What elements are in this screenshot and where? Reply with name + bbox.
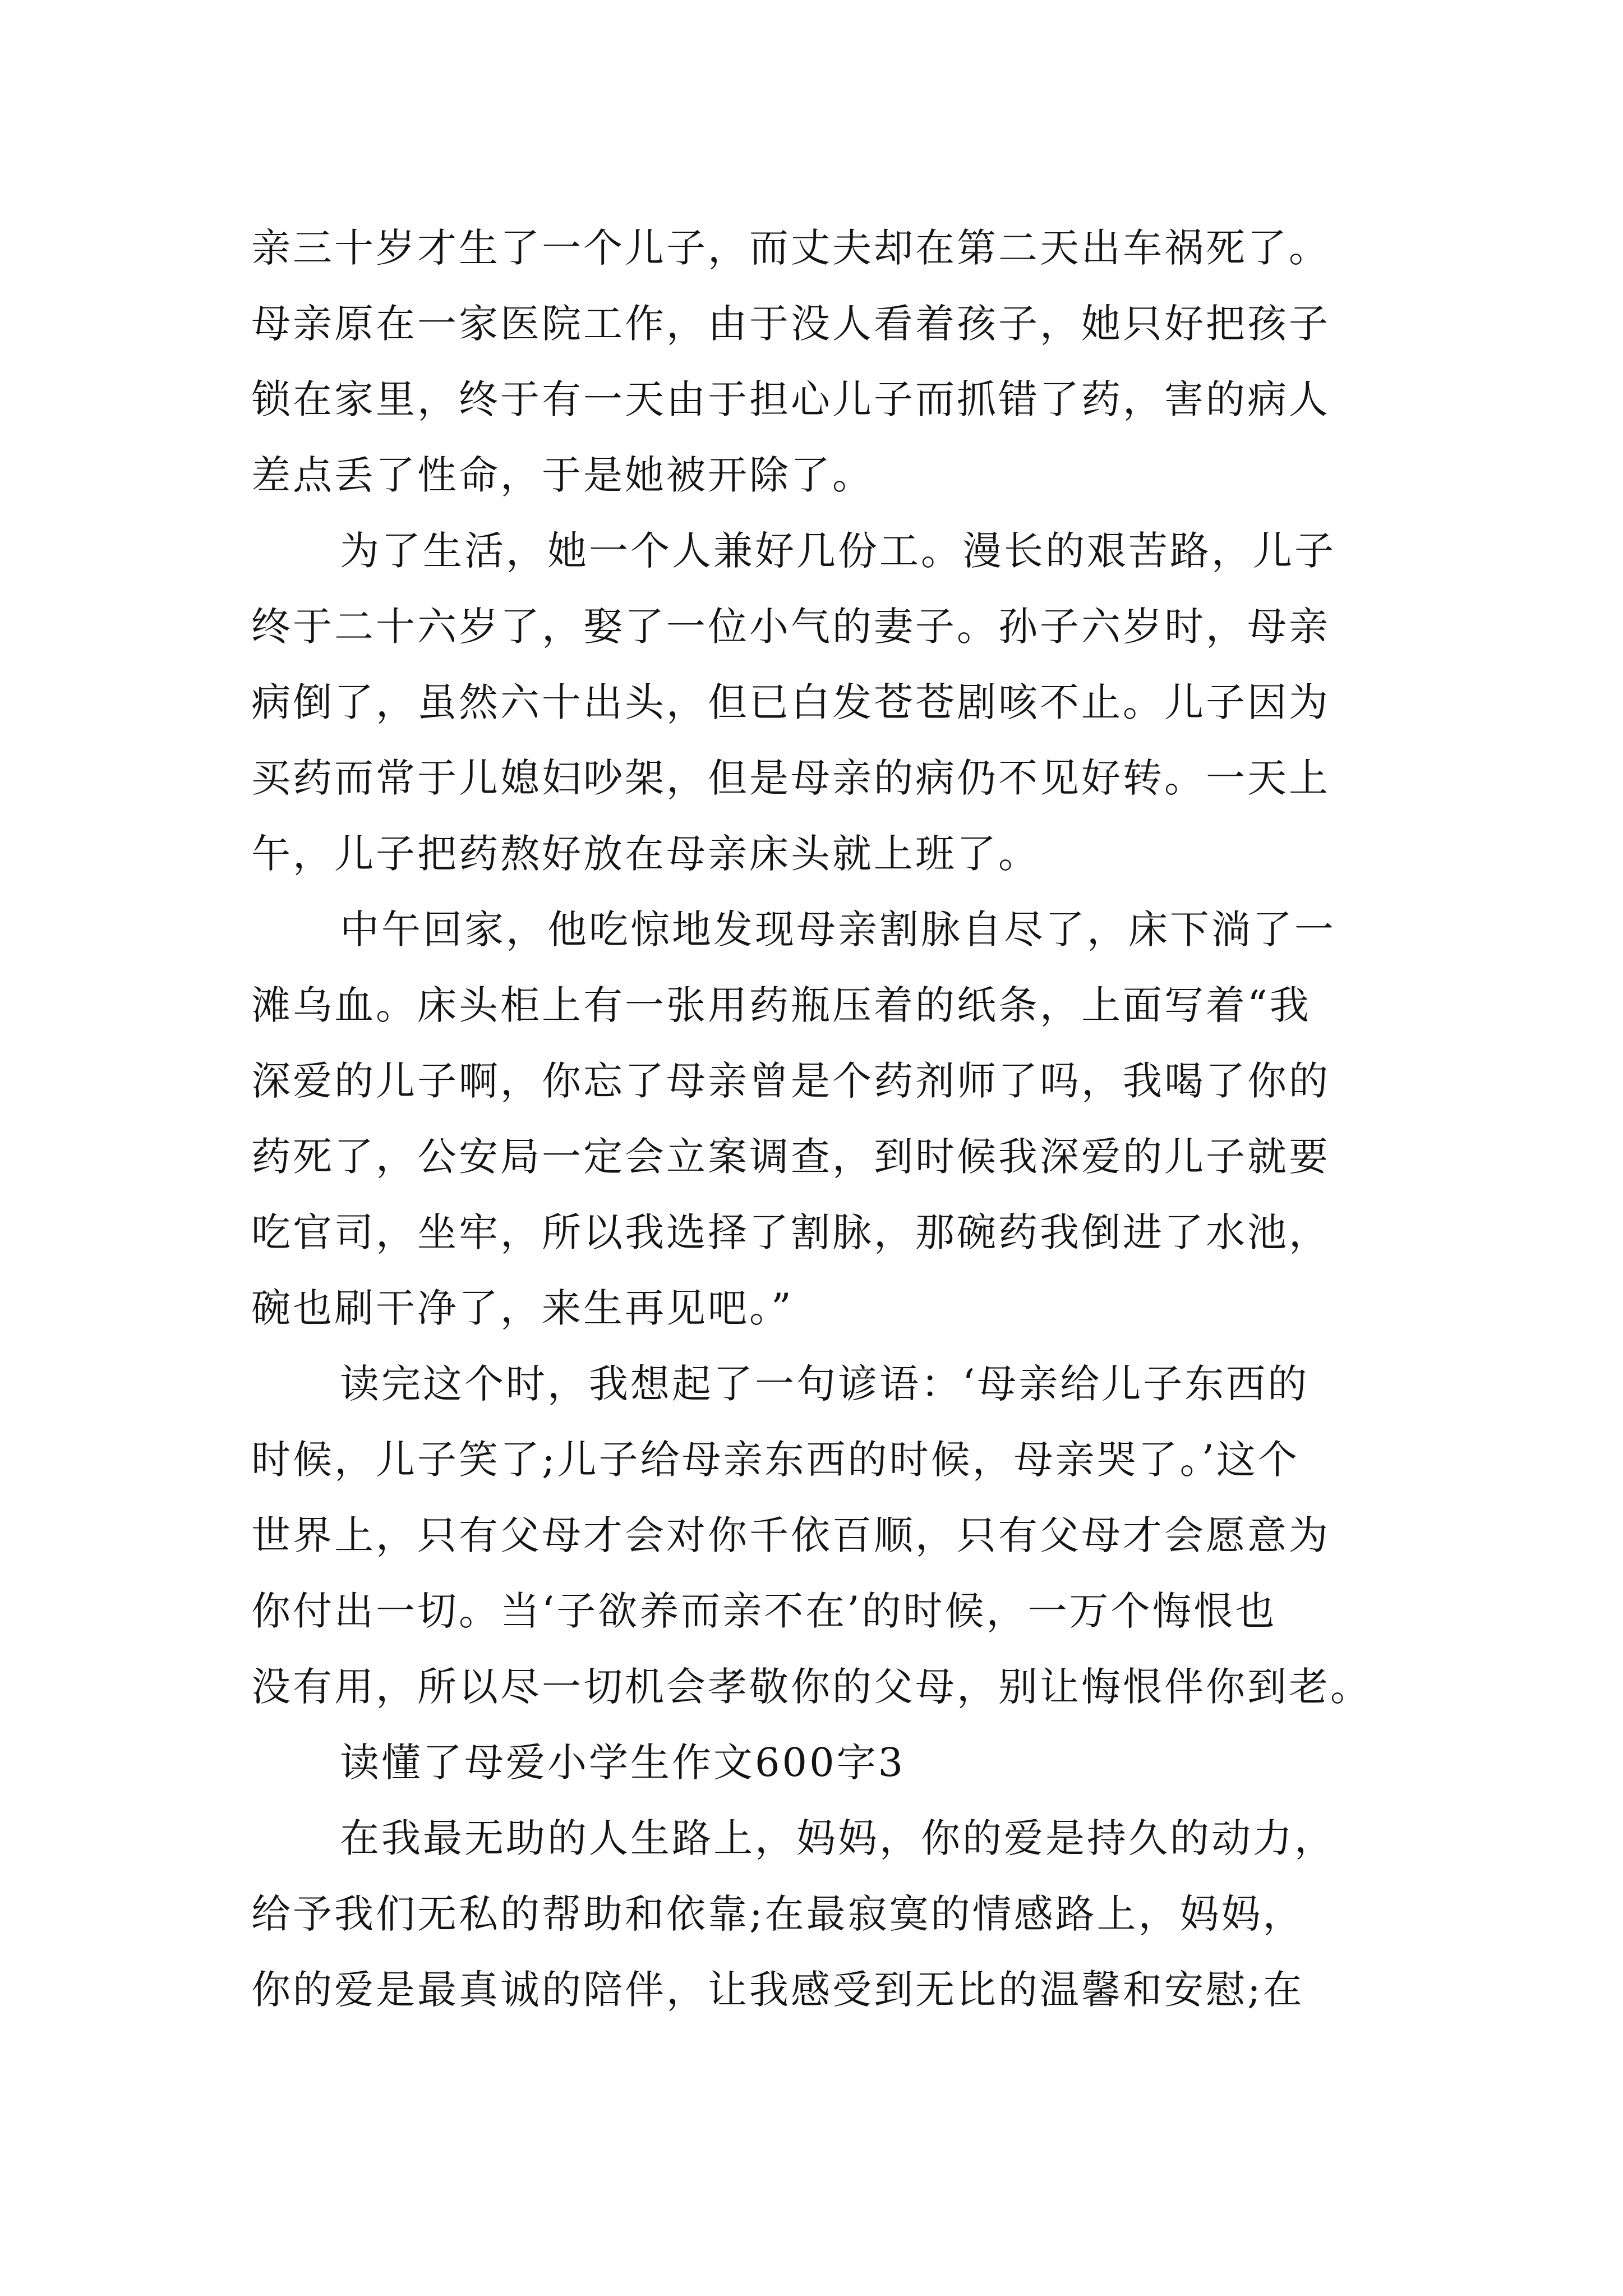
- text-line: 差点丢了性命，于是她被开除了。: [251, 452, 874, 498]
- text-line: 午，儿子把药熬好放在母亲床头就上班了。: [251, 831, 1040, 877]
- text-line: 母亲原在一家医院工作，由于没人看着孩子，她只好把孩子: [251, 301, 1330, 347]
- paragraph-first-line: 中午回家，他吃惊地发现母亲割脉自尽了，床下淌了一: [340, 907, 1336, 953]
- text-line: 吃官司，坐牢，所以我选择了割脉，那碗药我倒进了水池，: [251, 1209, 1330, 1255]
- text-line: 锁在家里，终于有一天由于担心儿子而抓错了药，害的病人: [251, 376, 1330, 422]
- text-line: 时候，儿子笑了;儿子给母亲东西的时候，母亲哭了。’这个: [251, 1437, 1299, 1483]
- text-line: 你的爱是最真诚的陪伴，让我感受到无比的温馨和安慰;在: [251, 1967, 1304, 2013]
- text-line: 病倒了，虽然六十出头，但已白发苍苍剧咳不止。儿子因为: [251, 679, 1330, 725]
- paragraph-first-line: 读完这个时，我想起了一句谚语：‘母亲给儿子东西的: [340, 1361, 1310, 1407]
- paragraph-first-line: 为了生活，她一个人兼好几份工。漫长的艰苦路，儿子: [340, 528, 1336, 574]
- paragraph-first-line: 在我最无助的人生路上，妈妈，你的爱是持久的动力，: [340, 1815, 1336, 1861]
- text-line: 你付出一切。当‘子欲养而亲不在’的时候，一万个悔恨也: [251, 1588, 1277, 1634]
- text-line: 亲三十岁才生了一个儿子，而丈夫却在第二天出车祸死了。: [251, 225, 1330, 271]
- text-line: 终于二十六岁了，娶了一位小气的妻子。孙子六岁时，母亲: [251, 604, 1330, 650]
- text-line: 买药而常于儿媳妇吵架，但是母亲的病仍不见好转。一天上: [251, 755, 1330, 801]
- text-line: 滩乌血。床头柜上有一张用药瓶压着的纸条，上面写着“我: [251, 982, 1311, 1028]
- text-line: 给予我们无私的帮助和依靠;在最寂寞的情感路上，妈妈，: [251, 1891, 1304, 1937]
- text-line: 碗也刷干净了，来生再见吧。”: [251, 1285, 794, 1331]
- text-line: 深爱的儿子啊，你忘了母亲曾是个药剂师了吗，我喝了你的: [251, 1058, 1330, 1104]
- text-line: 药死了，公安局一定会立案调查，到时候我深爱的儿子就要: [251, 1134, 1330, 1180]
- section-heading: 读懂了母爱小学生作文600字3: [340, 1740, 906, 1786]
- text-line: 世界上，只有父母才会对你千依百顺，只有父母才会愿意为: [251, 1512, 1330, 1558]
- text-line: 没有用，所以尽一切机会孝敬你的父母，别让悔恨伴你到老。: [251, 1664, 1372, 1710]
